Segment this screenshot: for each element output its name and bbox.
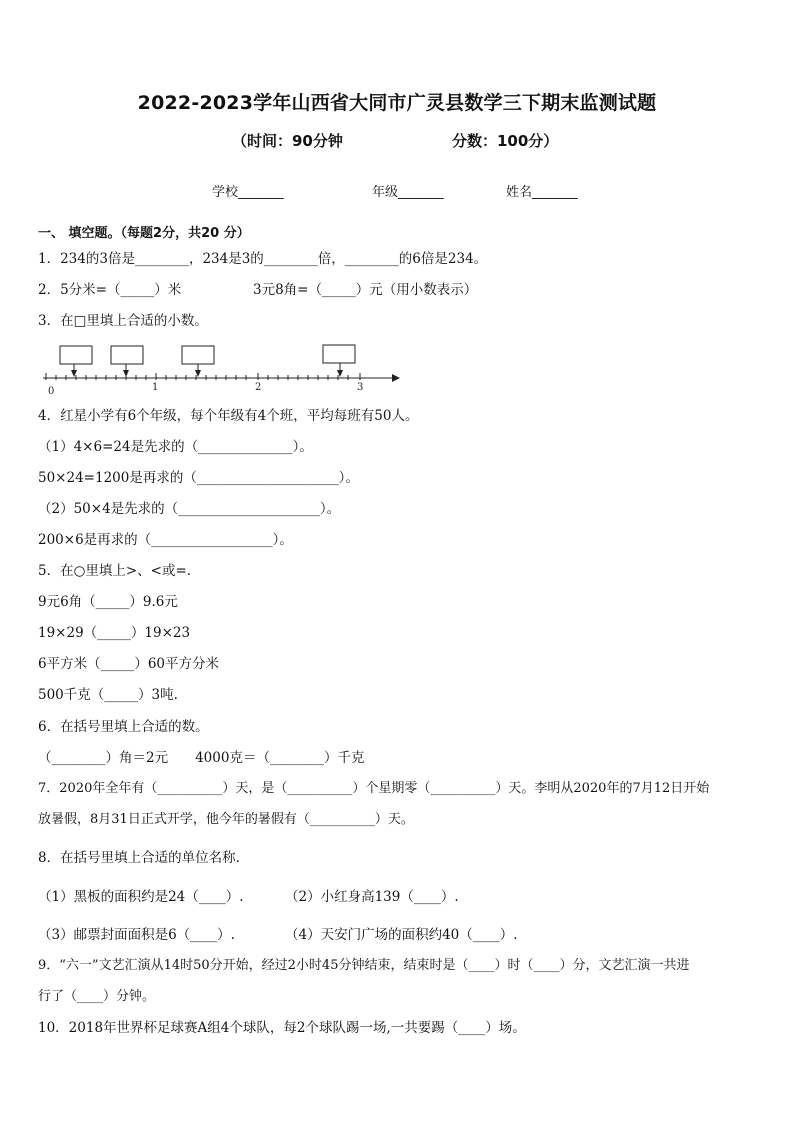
question-8: 8．在括号里填上合适的单位名称.	[38, 850, 240, 866]
question-4-part-2: 50×24=1200是再求的（_____________________）。	[38, 470, 359, 486]
question-9-line-2: 行了（____）分钟。	[38, 989, 156, 1004]
arrow-marker-2	[123, 370, 129, 377]
question-7-line-1: 7．2020年全年有（__________）天，是（__________）个星期零（__________）天。李明从2020年的7月12日开始	[38, 781, 710, 796]
page-title: 2022-2023学年山西省大同市广灵县数学三下期末监测试题	[137, 92, 657, 114]
question-4-part-4: 200×6是再求的（__________________）。	[38, 532, 293, 548]
question-1: 1．234的3倍是________，234是3的________倍，________的6倍是234。	[38, 251, 488, 267]
question-10: 10．2018年世界杯足球赛A组4个球队，每2个球队踢一场,一共要踢（____）场。	[38, 1020, 526, 1036]
tick-label-3: 3	[357, 382, 364, 393]
school-field[interactable]: 学校_______	[212, 185, 284, 200]
question-4-part-3: （2）50×4是先求的（_____________________）。	[38, 501, 341, 517]
total-score: 分数：100分）	[452, 132, 559, 150]
question-8-part-2: （2）小红身高139（____）.	[285, 889, 459, 905]
question-6-item: （________）角＝2元 4000克＝（________）千克	[38, 750, 365, 766]
question-5-item-3: 6平方米（_____）60平方分米	[38, 656, 220, 672]
question-8-part-4: （4）天安门广场的面积约40（____）.	[285, 927, 518, 943]
question-5: 5．在○里填上>、<或=.	[38, 563, 192, 579]
question-6: 6．在括号里填上合适的数。	[38, 719, 209, 735]
question-3: 3．在□里填上合适的小数。	[38, 313, 208, 329]
axis-arrowhead	[392, 374, 400, 382]
question-4: 4．红星小学有6个年级，每个年级有4个班，平均每班有50人。	[38, 408, 419, 424]
tick-label-0: 0	[48, 386, 55, 397]
tick-label-1: 1	[152, 382, 159, 393]
question-8-part-3: （3）邮票封面面积是6（____）.	[38, 927, 235, 943]
answer-box-4[interactable]	[323, 345, 355, 363]
name-field[interactable]: 姓名_______	[506, 185, 578, 200]
question-7-line-2: 放暑假，8月31日正式开学，他今年的暑假有（__________）天。	[38, 812, 414, 827]
number-line-axis	[38, 368, 408, 398]
answer-box-2[interactable]	[111, 346, 143, 364]
question-8-part-1: （1）黑板的面积约是24（____）.	[38, 889, 244, 905]
question-5-item-1: 9元6角（_____）9.6元	[38, 594, 178, 610]
section-heading: 一、 填空题。（每题2分，共20 分）	[38, 226, 250, 241]
answer-box-1[interactable]	[60, 346, 92, 364]
question-2a: 2．5分米=（_____）米	[38, 282, 182, 298]
tick-label-2: 2	[255, 382, 262, 393]
time-limit: （时间：90分钟	[232, 132, 343, 150]
question-5-item-4: 500千克（_____）3吨.	[38, 687, 178, 703]
grade-field[interactable]: 年级_______	[372, 185, 444, 200]
question-5-item-2: 19×29（_____）19×23	[38, 625, 191, 641]
answer-box-3[interactable]	[182, 346, 214, 364]
question-9-line-1: 9．“六一”文艺汇演从14时50分开始，经过2小时45分钟结束，结束时是（____）时（____）分，文艺汇演一共进	[38, 958, 690, 973]
question-4-part-1: （1）4×6=24是先求的（______________）。	[38, 439, 313, 455]
question-2b: 3元8角=（_____）元（用小数表示）	[253, 282, 478, 298]
